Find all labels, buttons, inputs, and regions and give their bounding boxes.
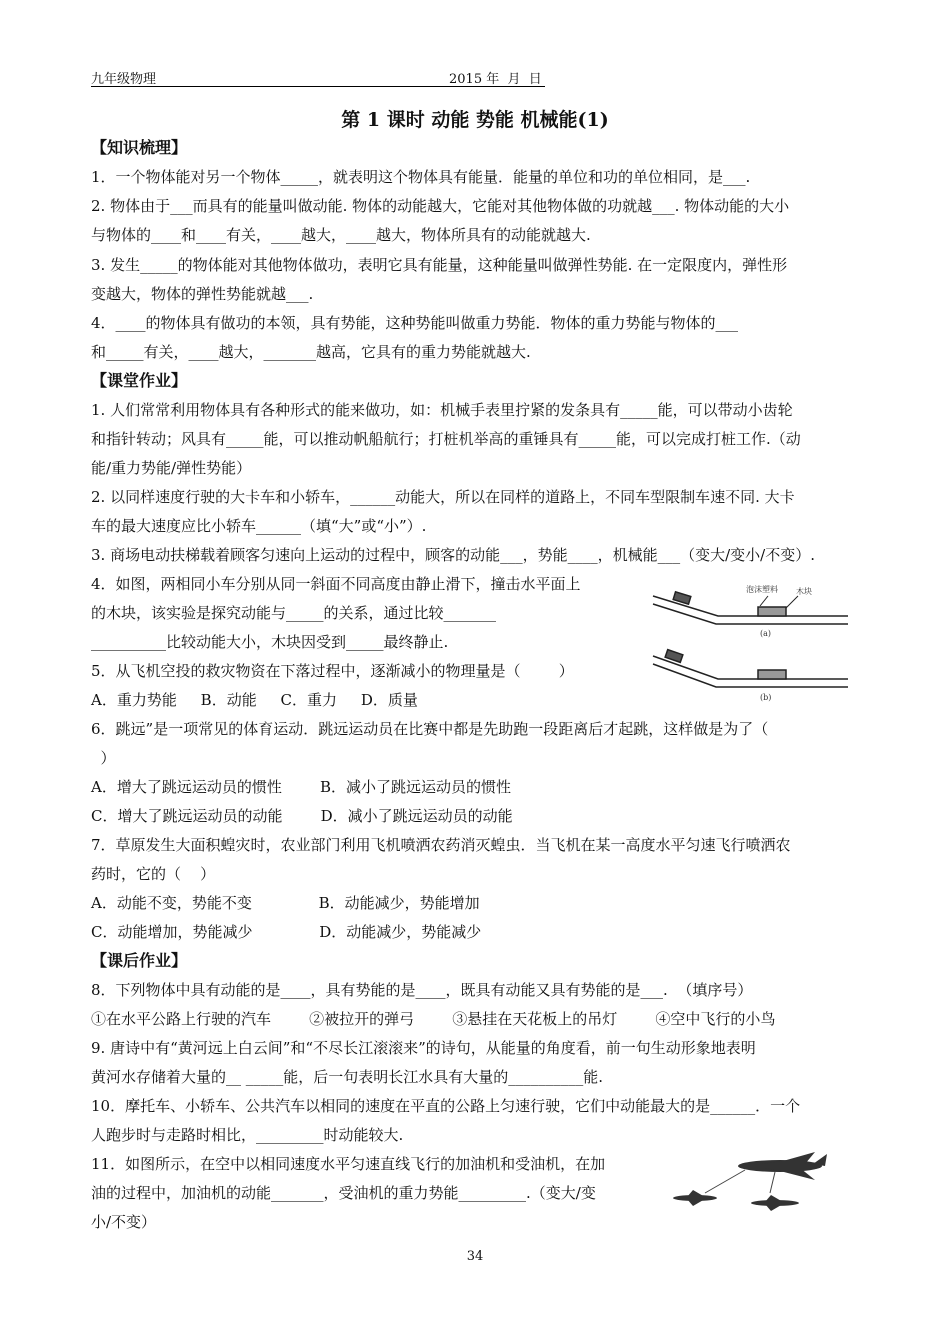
page-number: 34	[466, 1249, 484, 1264]
text-line: 6．跳远”是一项常见的体育运动．跳远运动员在比赛中都是先助跑一段距离后才起跳，这样做是为了（	[91, 720, 769, 738]
text-line: 10．摩托车、小轿车、公共汽车以相同的速度在平直的公路上匀速行驶，它们中动能最大的是______．一个	[91, 1097, 801, 1115]
text-line: 和指针转动；风具有_____能，可以推动帆船航行；打桩机举高的重锤具有_____能，可以完成打桩工作.（动	[91, 430, 801, 448]
text-line: 7．草原发生大面积蝗灾时，农业部门利用飞机喷洒农药消灭蝗虫．当飞机在某一高度水平匀速飞行喷洒农	[91, 836, 791, 854]
text-line: 8．下列物体中具有动能的是____，具有势能的是____，既具有动能又具有势能的是___. （填序号）	[91, 981, 753, 999]
text-line: A．重力势能 B．动能 C．重力 D．质量	[91, 691, 418, 709]
text-line: 3. 发生_____的物体能对其他物体做功，表明它具有能量，这种能量叫做弹性势能. 在一定限度内，弹性形	[91, 256, 788, 274]
text-line: A．增大了跳远运动员的惯性 B．减小了跳远运动员的惯性	[91, 778, 512, 796]
text-line: 1. 人们常常利用物体具有各种形式的能来做功，如：机械手表里拧紧的发条具有_____能，可以带动小齿轮	[91, 401, 793, 419]
text-line: 黄河水存储着大量的__ _____能，后一句表明长江水具有大量的__________能.	[91, 1068, 604, 1086]
text-line: ）	[91, 749, 116, 767]
block-label: 木块	[796, 587, 812, 596]
text-line: 2. 以同样速度行驶的大卡车和小轿车，______动能大，所以在同样的道路上，不同车型限制车速不同. 大卡	[91, 488, 795, 506]
section-homework: 【课后作业】	[91, 951, 188, 970]
page-header	[91, 66, 545, 87]
text-line: 与物体的____和____有关，____越大，____越大，物体所具有的动能就越大.	[91, 226, 591, 244]
text-line: 3. 商场电动扶梯载着顾客匀速向上运动的过程中，顾客的动能___，势能____，机械能___（变大/变小/不变）.	[91, 546, 815, 564]
text-line: __________比较动能大小，木块因受到_____最终静止.	[91, 633, 449, 651]
text-line: 5．从飞机空投的救灾物资在下落过程中，逐渐减小的物理量是（ ）	[91, 662, 574, 680]
tanker-aircraft	[738, 1152, 827, 1180]
text-line: 人跑步时与走路时相比，_________时动能较大.	[91, 1126, 404, 1144]
text-line: 1．一个物体能对另一个物体_____，就表明这个物体具有能量．能量的单位和功的单位相同，是___.	[91, 168, 751, 186]
foam-label: 泡沫塑料	[746, 585, 778, 594]
section-knowledge: 【知识梳理】	[91, 138, 188, 157]
text-line: 小/不变）	[91, 1213, 157, 1231]
text-line: 变越大，物体的弹性势能就越___.	[91, 285, 314, 303]
text-line: 4．____的物体具有做功的本领，具有势能，这种势能叫做重力势能．物体的重力势能与物体的___	[91, 314, 739, 332]
text-line: ①在水平公路上行驶的汽车 ②被拉开的弹弓 ③悬挂在天花板上的吊灯 ④空中飞行的小鸟	[91, 1010, 776, 1028]
text-line: A．动能不变，势能不变 B．动能减少，势能增加	[91, 894, 480, 912]
receiver-aircraft	[673, 1190, 799, 1211]
text-line: 药时，它的（ ）	[91, 865, 216, 883]
section-classwork: 【课堂作业】	[91, 371, 188, 390]
text-line: 9. 唐诗中有“黄河远上白云间”和“不尽长江滚滚来”的诗句，从能量的角度看，前一句生动形象地表明	[91, 1039, 756, 1057]
text-line: 11．如图所示，在空中以相同速度水平匀速直线飞行的加油机和受油机，在加	[91, 1155, 606, 1173]
text-line: C．动能增加，势能减少 D．动能减少，势能减少	[91, 923, 482, 941]
lesson-title: 第 1 课时 动能 势能 机械能(1)	[341, 109, 609, 131]
header-date: 2015 年 月 日	[449, 72, 542, 87]
text-line: 2. 物体由于___而具有的能量叫做动能. 物体的动能越大，它能对其他物体做的功就越___. 物体动能的大小	[91, 197, 790, 215]
aerial-refueling-figure	[665, 1148, 845, 1218]
text-line: C．增大了跳远运动员的动能 D．减小了跳远运动员的动能	[91, 807, 513, 825]
header-subject: 九年级物理	[91, 72, 157, 87]
text-line: 油的过程中，加油机的动能_______，受油机的重力势能_________.（变大/变	[91, 1184, 596, 1202]
text-line: 4．如图，两相同小车分别从同一斜面不同高度由静止滑下，撞击水平面上	[91, 575, 581, 593]
text-line: 的木块，该实验是探究动能与_____的关系，通过比较_______	[91, 604, 497, 622]
incline-experiment-figure	[648, 574, 863, 704]
text-line: 车的最大速度应比小轿车______（填“大”或“小”）.	[91, 517, 427, 535]
incline-b-diagram	[653, 650, 848, 687]
figure-b-label: (b)	[760, 693, 772, 702]
text-line: 和_____有关，____越大，_______越高，它具有的重力势能就越大.	[91, 343, 531, 361]
text-line: 能/重力势能/弹性势能）	[91, 459, 252, 477]
incline-a-diagram	[653, 592, 848, 624]
figure-a-label: (a)	[760, 629, 772, 638]
